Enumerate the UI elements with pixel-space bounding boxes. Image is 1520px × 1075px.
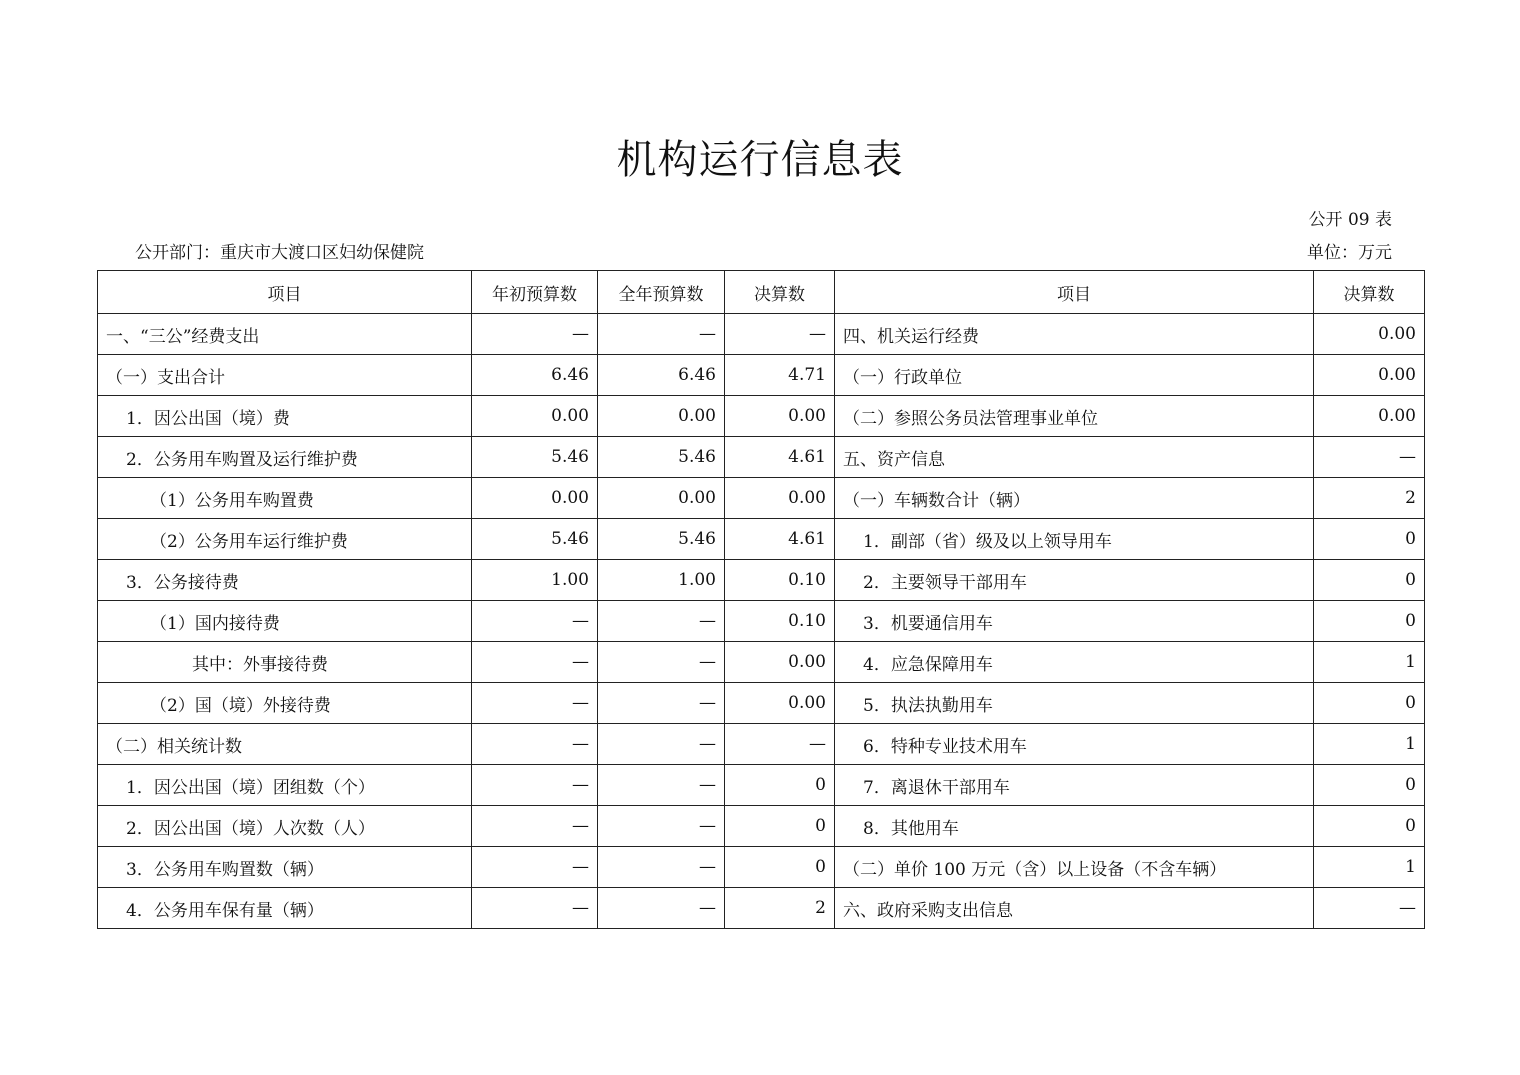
right-item-cell: 6．特种专业技术用车 (835, 724, 1314, 765)
right-item-cell: （二）单价 100 万元（含）以上设备（不含车辆） (835, 847, 1314, 888)
right-item-cell: 1．副部（省）级及以上领导用车 (835, 519, 1314, 560)
final-right-cell: 0 (1314, 765, 1425, 806)
table-row (98, 806, 1425, 847)
table-row (98, 765, 1425, 806)
table-header-row (98, 271, 1425, 314)
left-item-cell: 一、“三公”经费支出 (98, 314, 472, 355)
right-item-cell: （一）行政单位 (835, 355, 1314, 396)
left-item-cell: （2）公务用车运行维护费 (98, 519, 472, 560)
annual-budget-cell: 6.46 (598, 355, 725, 396)
right-item-cell: （二）参照公务员法管理事业单位 (835, 396, 1314, 437)
page-title: 机构运行信息表 (616, 137, 904, 183)
right-item-cell: 2．主要领导干部用车 (835, 560, 1314, 601)
left-item-cell: 1．因公出国（境）团组数（个） (98, 765, 472, 806)
final-left-cell: 0 (725, 806, 835, 847)
left-item-cell: 2．因公出国（境）人次数（人） (98, 806, 472, 847)
annual-budget-cell: — (598, 314, 725, 355)
initial-budget-cell: 5.46 (472, 519, 598, 560)
final-right-cell: 0 (1314, 560, 1425, 601)
left-item-cell: （1）公务用车购置费 (98, 478, 472, 519)
left-item-cell: （1）国内接待费 (98, 601, 472, 642)
right-item-cell: （一）车辆数合计（辆） (835, 478, 1314, 519)
final-left-cell: — (725, 724, 835, 765)
final-left-cell: 0.00 (725, 478, 835, 519)
final-right-cell: 1 (1314, 642, 1425, 683)
initial-budget-cell: — (472, 765, 598, 806)
final-left-cell: 0.00 (725, 683, 835, 724)
initial-budget-cell: — (472, 806, 598, 847)
right-item-cell: 5．执法执勤用车 (835, 683, 1314, 724)
department-label: 公开部门：重庆市大渡口区妇幼保健院 (135, 243, 424, 263)
right-item-cell: 六、政府采购支出信息 (835, 888, 1314, 929)
annual-budget-cell: — (598, 888, 725, 929)
initial-budget-cell: 6.46 (472, 355, 598, 396)
initial-budget-cell: — (472, 888, 598, 929)
final-left-cell: 0 (725, 765, 835, 806)
table-row (98, 642, 1425, 683)
annual-budget-cell: 1.00 (598, 560, 725, 601)
final-right-cell: 0.00 (1314, 396, 1425, 437)
right-item-cell: 五、资产信息 (835, 437, 1314, 478)
initial-budget-cell: — (472, 683, 598, 724)
final-right-cell: — (1314, 437, 1425, 478)
final-right-cell: 0.00 (1314, 314, 1425, 355)
left-item-cell: （2）国（境）外接待费 (98, 683, 472, 724)
header-initial-budget: 年初预算数 (472, 271, 598, 314)
left-item-cell: （二）相关统计数 (98, 724, 472, 765)
info-table (97, 270, 1425, 929)
header-final-right: 决算数 (1314, 271, 1425, 314)
table-row (98, 314, 1425, 355)
annual-budget-cell: 0.00 (598, 396, 725, 437)
initial-budget-cell: — (472, 601, 598, 642)
unit-label: 单位：万元 (1307, 243, 1392, 263)
final-left-cell: 4.71 (725, 355, 835, 396)
final-left-cell: — (725, 314, 835, 355)
header-item-left: 项目 (98, 271, 472, 314)
annual-budget-cell: — (598, 806, 725, 847)
final-right-cell: 0 (1314, 683, 1425, 724)
left-item-cell: 1．因公出国（境）费 (98, 396, 472, 437)
left-item-cell: 2．公务用车购置及运行维护费 (98, 437, 472, 478)
table-row (98, 601, 1425, 642)
final-right-cell: — (1314, 888, 1425, 929)
initial-budget-cell: 0.00 (472, 396, 598, 437)
annual-budget-cell: — (598, 847, 725, 888)
final-left-cell: 0.10 (725, 601, 835, 642)
right-item-cell: 8．其他用车 (835, 806, 1314, 847)
table-row (98, 437, 1425, 478)
final-left-cell: 0.00 (725, 642, 835, 683)
final-left-cell: 4.61 (725, 519, 835, 560)
annual-budget-cell: — (598, 724, 725, 765)
table-row (98, 560, 1425, 601)
initial-budget-cell: 5.46 (472, 437, 598, 478)
initial-budget-cell: — (472, 642, 598, 683)
annual-budget-cell: — (598, 642, 725, 683)
header-annual-budget: 全年预算数 (598, 271, 725, 314)
left-item-cell: 3．公务用车购置数（辆） (98, 847, 472, 888)
final-right-cell: 2 (1314, 478, 1425, 519)
table-row (98, 847, 1425, 888)
left-item-cell: 4．公务用车保有量（辆） (98, 888, 472, 929)
left-item-cell: （一）支出合计 (98, 355, 472, 396)
table-row (98, 396, 1425, 437)
initial-budget-cell: — (472, 847, 598, 888)
initial-budget-cell: — (472, 314, 598, 355)
annual-budget-cell: 5.46 (598, 437, 725, 478)
final-left-cell: 0.10 (725, 560, 835, 601)
header-final-left: 决算数 (725, 271, 835, 314)
annual-budget-cell: — (598, 601, 725, 642)
initial-budget-cell: 1.00 (472, 560, 598, 601)
left-item-cell: 3．公务接待费 (98, 560, 472, 601)
table-row (98, 519, 1425, 560)
table-row (98, 888, 1425, 929)
final-left-cell: 2 (725, 888, 835, 929)
header-item-right: 项目 (835, 271, 1314, 314)
annual-budget-cell: 0.00 (598, 478, 725, 519)
final-right-cell: 0 (1314, 519, 1425, 560)
annual-budget-cell: — (598, 683, 725, 724)
final-right-cell: 1 (1314, 847, 1425, 888)
annual-budget-cell: 5.46 (598, 519, 725, 560)
initial-budget-cell: 0.00 (472, 478, 598, 519)
annual-budget-cell: — (598, 765, 725, 806)
final-left-cell: 0.00 (725, 396, 835, 437)
table-row (98, 355, 1425, 396)
table-row (98, 683, 1425, 724)
right-item-cell: 3．机要通信用车 (835, 601, 1314, 642)
final-left-cell: 0 (725, 847, 835, 888)
final-right-cell: 0 (1314, 601, 1425, 642)
left-item-cell: 其中：外事接待费 (98, 642, 472, 683)
right-item-cell: 四、机关运行经费 (835, 314, 1314, 355)
final-right-cell: 1 (1314, 724, 1425, 765)
final-right-cell: 0.00 (1314, 355, 1425, 396)
table-row (98, 478, 1425, 519)
final-right-cell: 0 (1314, 806, 1425, 847)
final-left-cell: 4.61 (725, 437, 835, 478)
initial-budget-cell: — (472, 724, 598, 765)
table-row (98, 724, 1425, 765)
right-item-cell: 7．离退休干部用车 (835, 765, 1314, 806)
form-number: 公开 09 表 (1308, 210, 1392, 230)
right-item-cell: 4．应急保障用车 (835, 642, 1314, 683)
